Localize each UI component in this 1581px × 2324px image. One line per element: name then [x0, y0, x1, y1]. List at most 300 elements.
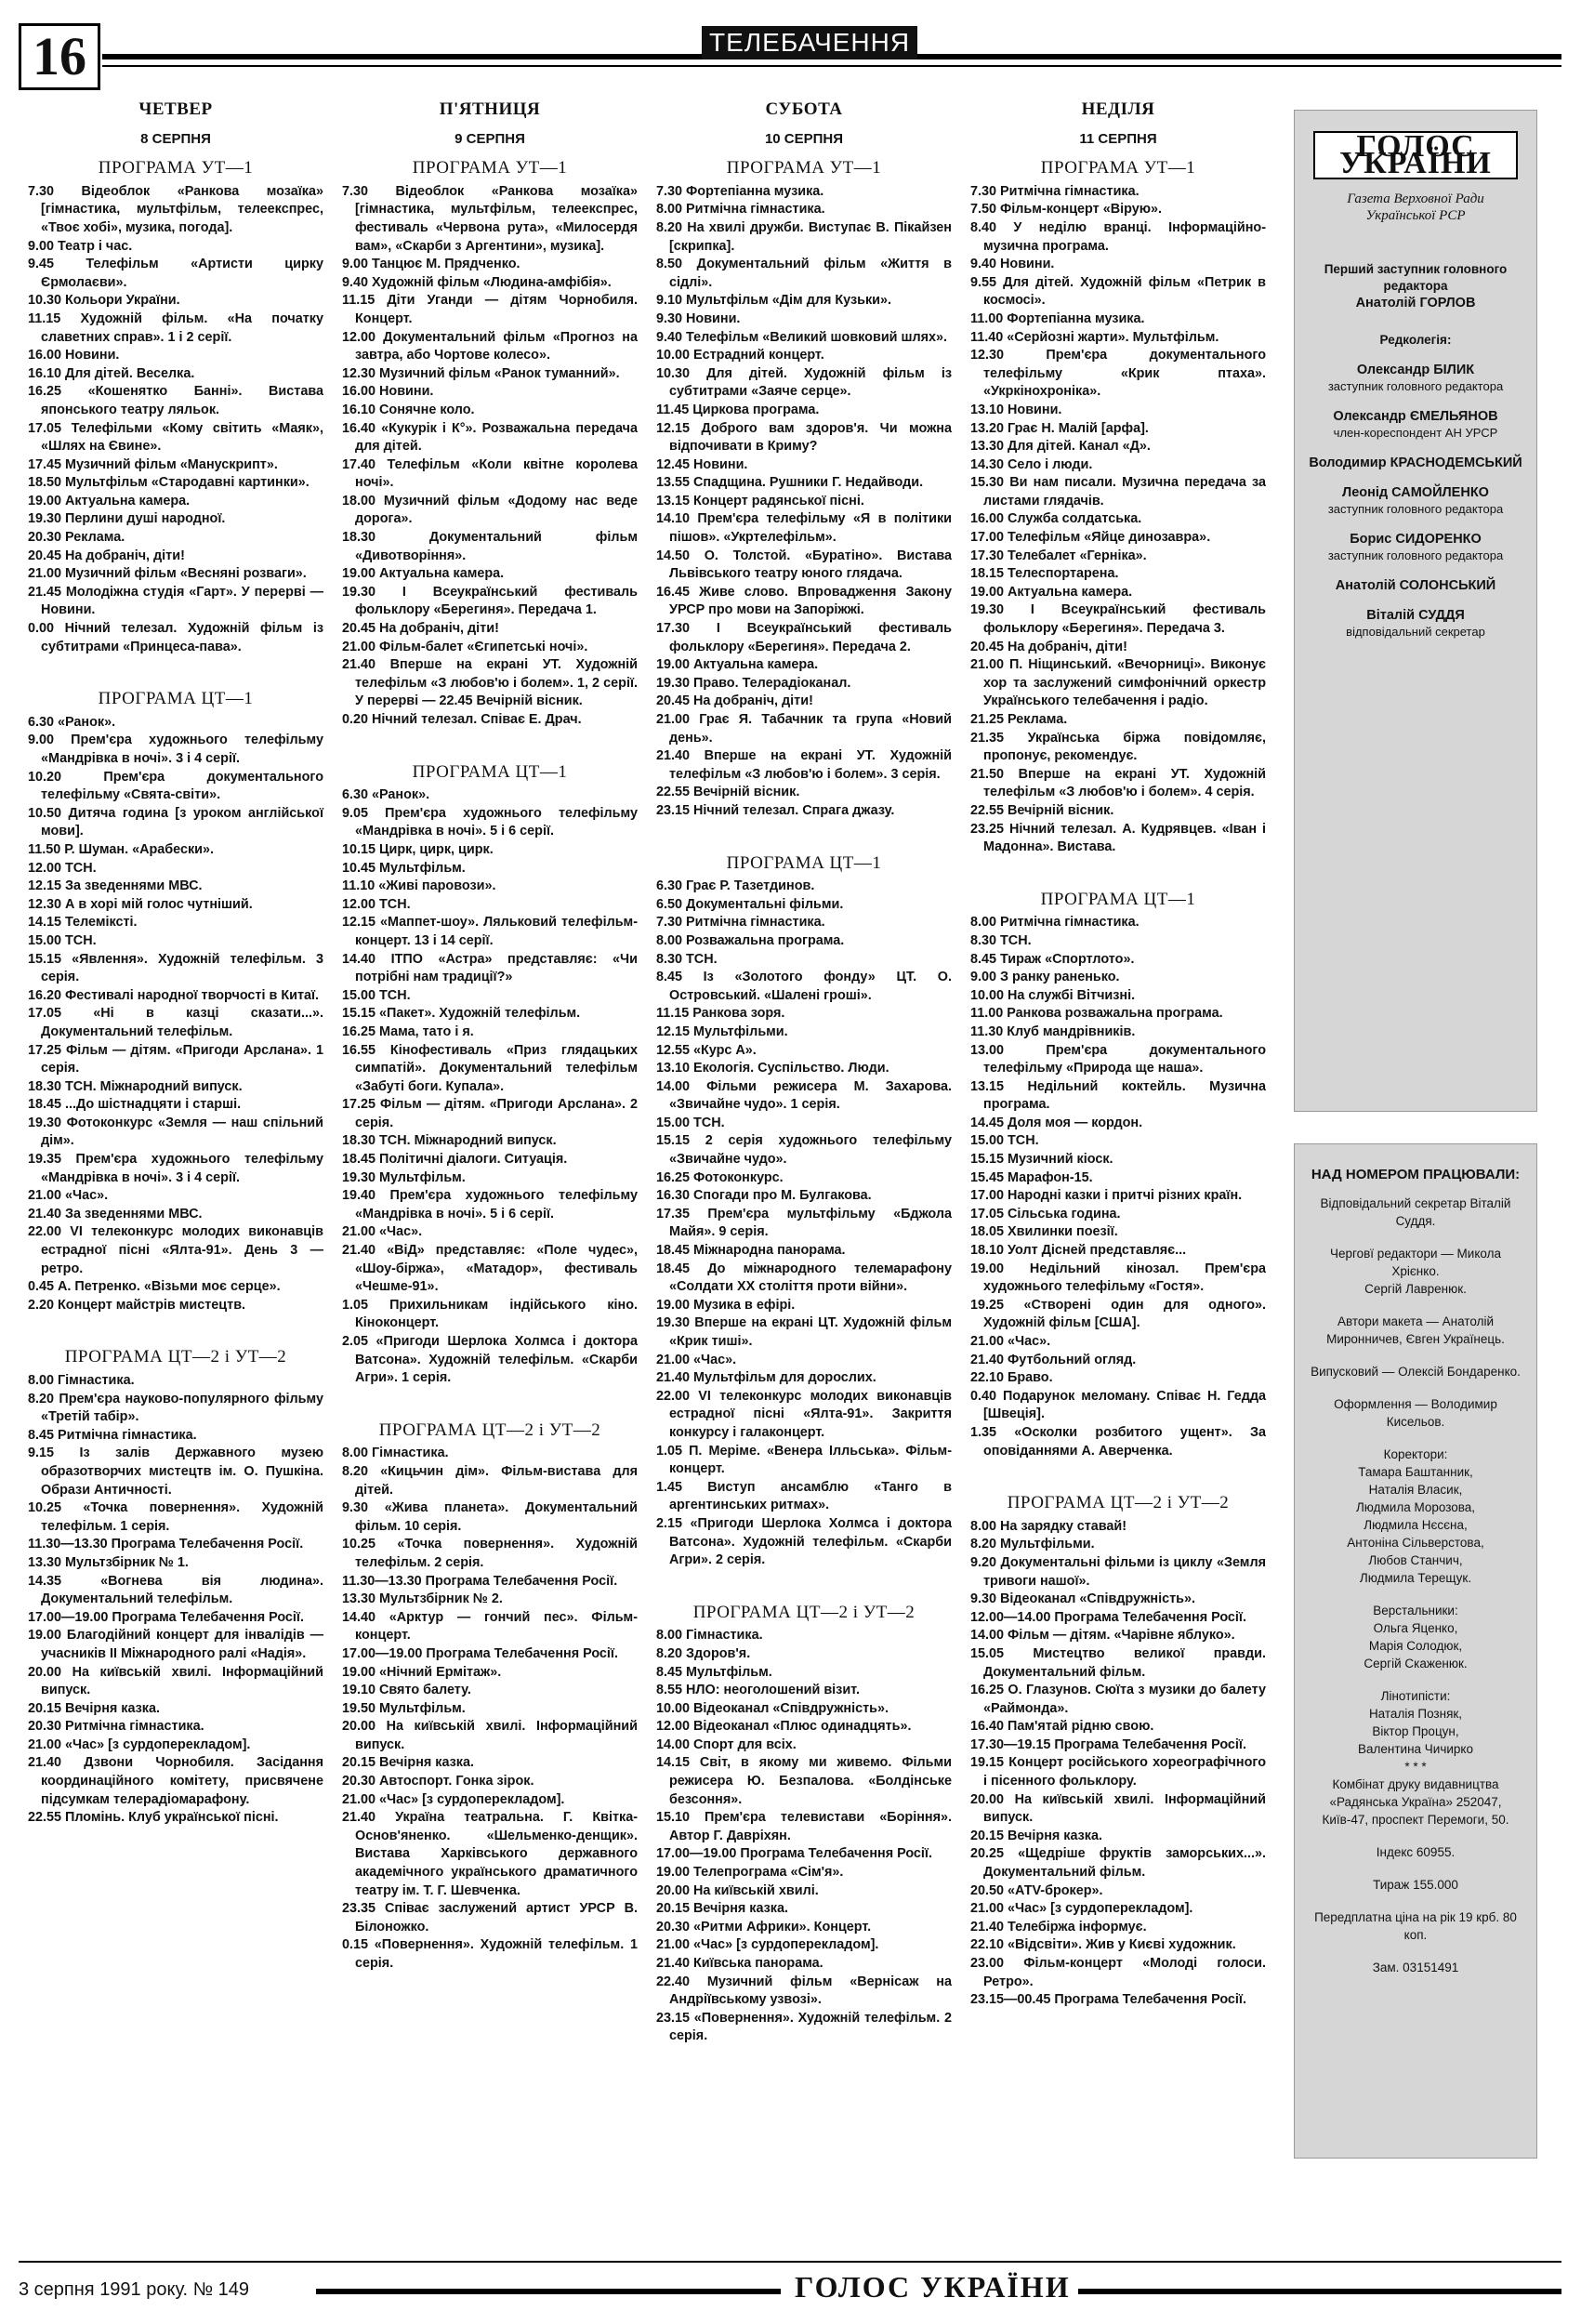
schedule-entry: 20.15 Вечірня казка. — [342, 1755, 475, 1771]
schedule-entry: 19.00 Недільний кінозал. Прем'єра художнього телефільму «Гостя». — [970, 1261, 1266, 1295]
schedule-entry: 11.30—13.30 Програма Телебачення Росії. — [342, 1573, 618, 1589]
schedule-entry: 18.15 Телеспортарена. — [970, 566, 1119, 582]
first-deputy-name: Анатолій ГОРЛОВ — [1355, 296, 1476, 310]
credits-line: Антоніна Сільверстова, — [1347, 1536, 1484, 1550]
schedule-entry: 13.15 Концерт радянської пісні. — [656, 493, 864, 508]
schedule-entry: 6.30 «Ранок». — [28, 714, 116, 730]
schedule-entry: 10.00 Відеоканал «Співдружність». — [656, 1700, 889, 1716]
schedule-entry: 17.00 Народні казки і притчі різних країн. — [970, 1188, 1243, 1204]
schedule-entry: 19.50 Мультфільм. — [342, 1700, 466, 1716]
credits-line: Людмила Терещук. — [1359, 1571, 1472, 1585]
schedule-entry: 10.20 Прем'єра документального телефільму «Свята-світи». — [28, 769, 323, 803]
schedule-entry: 8.00 Розважальна програма. — [656, 932, 845, 948]
schedule-entry: 20.15 Вечірня казка. — [970, 1828, 1103, 1843]
schedule-entry: 12.00 Відеоканал «Плюс одинадцять». — [656, 1719, 912, 1735]
schedule-entry: 18.30 Документальний фільм «Дивотворіння». — [342, 530, 638, 563]
program-heading: ПРОГРАМА УТ—1 — [98, 158, 254, 178]
schedule-entry: 20.00 На київській хвилі. Інформаційний випуск. — [970, 1791, 1266, 1826]
schedule-entry: 19.30 Право. Телерадіоканал. — [656, 675, 851, 691]
schedule-entry: 9.40 Новини. — [970, 257, 1055, 272]
credits-line: Валентина Чичирко — [1358, 1742, 1473, 1756]
schedule-entry: 8.00 Ритмічна гімнастика. — [656, 202, 825, 218]
schedule-entry: 19.15 Концерт російського хореографічного і пісенного фольклору. — [970, 1755, 1266, 1789]
schedule-entry: 11.30—13.30 Програма Телебачення Росії. — [28, 1537, 304, 1552]
schedule-entry: 21.00 Фільм-балет «Єгипетські ночі». — [342, 639, 588, 654]
schedule-entry: 19.30 Перлини душі народної. — [28, 511, 226, 527]
schedule-entry: 0.00 Нічний телезал. Художній фільм із субтитрами «Принцеса-пава». — [28, 621, 323, 654]
schedule-entry: 9.30 Новини. — [656, 310, 741, 326]
masthead-subtitle: Газета Верховної Ради Української РСР — [1347, 191, 1484, 223]
schedule-entry: 21.50 Вперше на екрані УТ. Художній телефільм «З любов'ю і болем». 4 серія. — [970, 766, 1266, 800]
schedule-entry: 23.00 Фільм-концерт «Молоді голоси. Ретро». — [970, 1956, 1266, 1989]
schedule-entry: 14.45 Доля моя — кордон. — [970, 1115, 1143, 1130]
schedule-entry: 0.20 Нічний телезал. Співає Е. Драч. — [342, 712, 582, 727]
schedule-entry: 21.00 «Час» [з сурдоперекладом]. — [342, 1791, 565, 1807]
schedule-entry: 21.25 Реклама. — [970, 712, 1068, 727]
credits-spacer — [1295, 1230, 1536, 1245]
schedule-entry: 12.00 Документальний фільм «Прогноз на завтра, або Чортове колесо». — [342, 329, 638, 363]
program-heading: ПРОГРАМА ЦТ—1 — [726, 852, 882, 873]
schedule-entry: 22.55 Пломінь. Клуб української пісні. — [28, 1810, 279, 1826]
day-date: 8 СЕРПНЯ — [140, 130, 211, 147]
schedule-entry: 23.25 Нічний телезал. А. Кудрявцев. «Іван і Мадонна». Вистава. — [970, 821, 1266, 855]
schedule-entry: 11.40 «Серйозні жарти». Мультфільм. — [970, 329, 1219, 345]
schedule-entry: 16.25 О. Глазунов. Сюїта з музики до балету «Раймонда». — [970, 1683, 1266, 1716]
schedule-entry: 14.10 Прем'єра телефільму «Я в політики пішов». «Укртелефільм». — [656, 511, 952, 546]
schedule-entry: 8.20 На хвилі дружби. Виступає В. Пікайзен [скрипка]. — [656, 219, 952, 254]
schedule-entry: 20.45 На добраніч, діти! — [970, 639, 1127, 654]
credits-line: Людмила Нєсєна, — [1364, 1518, 1468, 1532]
day-column — [970, 100, 1266, 2010]
schedule-entry: 17.35 Прем'єра мультфільму «Бджола Майя». 9 серія. — [656, 1206, 952, 1240]
schedule-entry: 21.45 Молодіжна студія «Гарт». У перерві — Новини. — [28, 584, 323, 618]
schedule-entry: 19.00 Телепрограма «Сім'я». — [656, 1865, 844, 1881]
schedule-entry: 9.00 Танцює М. Прядченко. — [342, 257, 520, 272]
schedule-entry: 14.00 Фільм — дітям. «Чарівне яблуко». — [970, 1628, 1235, 1644]
program-heading: ПРОГРАМА ЦТ—2 і УТ—2 — [64, 1347, 287, 1367]
block-gap — [656, 1570, 952, 1598]
schedule-entry: 15.15 «Пакет». Художній телефільм. — [342, 1006, 581, 1022]
schedule-entry: 10.45 Мультфільм. — [342, 860, 466, 876]
schedule-entry: 18.10 Уолт Дісней представляє... — [970, 1243, 1187, 1259]
credits-line: Зам. 03151491 — [1372, 1961, 1459, 1974]
schedule-entry: 11.00 Фортепіанна музика. — [970, 310, 1145, 326]
schedule-entry: 18.05 Хвилинки поезії. — [970, 1224, 1118, 1240]
schedule-entry: 15.00 ТСН. — [656, 1115, 725, 1130]
board-member-role: заступник головного редактора — [1327, 379, 1504, 393]
schedule-entry: 12.55 «Курс А». — [656, 1042, 757, 1058]
credits-spacer — [1295, 1587, 1536, 1602]
schedule-entry: 20.15 Вечірня казка. — [28, 1700, 161, 1716]
schedule-entry: 16.40 «Кукурік і К°». Розважальна передача для дітей. — [342, 420, 638, 455]
credits-spacer — [1295, 1298, 1536, 1313]
day-date: 9 СЕРПНЯ — [455, 130, 525, 147]
schedule-entry: 9.15 Із залів Державного музею образотворчих мистецтв ім. О. Пушкіна. Образи Античності. — [28, 1446, 323, 1498]
block-gap — [342, 1388, 638, 1416]
schedule-entry: 18.00 Музичний фільм «Додому нас веде дорога». — [342, 493, 638, 527]
credits-spacer — [1295, 1431, 1536, 1446]
schedule-entry: 19.00 Актуальна камера. — [970, 584, 1133, 600]
schedule-entry: 23.15 Нічний телезал. Спрага джазу. — [656, 802, 895, 818]
schedule-entry: 9.20 Документальні фільми із циклу «Земля тривоги нашої». — [970, 1554, 1266, 1589]
schedule-entry: 8.55 НЛО: неоголошений візит. — [656, 1683, 860, 1698]
board-member-name: Леонід САМОЙЛЕНКО — [1342, 485, 1489, 500]
schedule-entry: 11.00 Ранкова розважальна програма. — [970, 1006, 1223, 1022]
schedule-entry: 19.30 Мультфільм. — [342, 1169, 466, 1185]
schedule-entry: 16.45 Живе слово. Впровадження Закону УРСР про мови на Запоріжжі. — [656, 584, 952, 618]
schedule-entry: 22.55 Вечірній вісник. — [656, 785, 800, 800]
schedule-entry: 14.15 Телеміксті. — [28, 915, 138, 931]
schedule-entry: 19.30 Вперше на екрані ЦТ. Художній фільм «Крик тиші». — [656, 1315, 952, 1349]
credits-line: Людмила Морозова, — [1355, 1500, 1476, 1514]
schedule-entry: 17.00—19.00 Програма Телебачення Росії. — [656, 1846, 932, 1862]
credits-line: Автори макета — Анатолій Миронничев, Євген Українець. — [1326, 1314, 1505, 1346]
schedule-entry: 20.30 Реклама. — [28, 530, 125, 546]
board-member-name: Борис СИДОРЕНКО — [1350, 532, 1482, 547]
credits-line: Віктор Процун, — [1372, 1724, 1459, 1738]
schedule-entry: 9.30 Відеоканал «Співдружність». — [970, 1591, 1196, 1607]
board-member-role: заступник головного редактора — [1327, 548, 1504, 562]
schedule-entry: 9.10 Мультфільм «Дім для Кузьки». — [656, 293, 892, 309]
schedule-entry: 9.45 Телефільм «Артисти цирку Єрмолаєви». — [28, 257, 323, 290]
day-date: 11 СЕРПНЯ — [1079, 130, 1157, 147]
schedule-entry: 10.00 Естрадний концерт. — [656, 348, 824, 363]
schedule-entry: 20.00 На київській хвилі. Інформаційний випуск. — [342, 1719, 638, 1752]
schedule-entry: 19.10 Свято балету. — [342, 1683, 471, 1698]
schedule-entry: 0.15 «Повернення». Художній телефільм. 1 серія. — [342, 1937, 638, 1971]
schedule-entry: 9.00 З ранку раненько. — [970, 970, 1120, 985]
day-name: П'ЯТНИЦЯ — [439, 99, 541, 119]
schedule-entry: 1.05 Прихильникам індійського кіно. Кіноконцерт. — [342, 1297, 638, 1331]
schedule-entry: 8.50 Документальний фільм «Життя в сідлі». — [656, 257, 952, 290]
schedule-entry: 21.40 Вперше на екрані УТ. Художній телефільм «З любов'ю і болем». 1, 2 серії. У перерві — 22.45 Вечірній вісник. — [342, 657, 638, 709]
schedule-entry: 19.35 Прем'єра художнього телефільму «Мандрівка в ночі». 3 і 4 серії. — [28, 1152, 323, 1185]
schedule-entry: 7.50 Фільм-концерт «Вірую». — [970, 202, 1162, 218]
day-column — [656, 100, 952, 2046]
schedule-entry: 17.30 Телебалет «Герніка». — [970, 548, 1147, 563]
schedule-entry: 19.00 Актуальна камера. — [656, 657, 819, 673]
schedule-entry: 12.45 Новини. — [656, 456, 748, 472]
schedule-entry: 21.40 За зведеннями МВС. — [28, 1206, 203, 1221]
schedule-entry: 15.45 Марафон-15. — [970, 1169, 1093, 1185]
schedule-entry: 8.45 Мультфільм. — [656, 1664, 772, 1680]
schedule-entry: 11.15 Художній фільм. «На початку славетних справ». 1 і 2 серії. — [28, 310, 323, 345]
schedule-entry: 15.30 Ви нам писали. Музична передача за листами глядачів. — [970, 475, 1266, 508]
schedule-entry: 16.25 «Кошенятко Банні». Вистава японського театру ляльок. — [28, 384, 323, 417]
board-member-name: Володимир КРАСНОДЕМСЬКИЙ — [1309, 456, 1522, 470]
schedule-entry: 9.00 Театр і час. — [28, 238, 133, 254]
schedule-entry: 8.45 Із «Золотого фонду» ЦТ. О. Островський. «Шалені гроші». — [656, 970, 952, 1003]
schedule-entry: 6.30 Грає Р. Тазетдинов. — [656, 878, 815, 894]
schedule-entry: 7.30 Ритмічна гімнастика. — [656, 915, 825, 931]
schedule-entry: 17.30 I Всеукраїнський фестиваль фольклору «Берегиня». Передача 2. — [656, 621, 952, 654]
schedule-entry: 13.15 Недільний коктейль. Музична програма. — [970, 1078, 1266, 1113]
program-heading: ПРОГРАМА УТ—1 — [726, 158, 882, 178]
credits-spacer — [1295, 1380, 1536, 1395]
credits-spacer — [1295, 1829, 1536, 1843]
schedule-entry: 21.00 «Час». — [656, 1352, 737, 1367]
schedule-entry: 21.00 Грає Я. Табачник та група «Новий день». — [656, 712, 952, 746]
credits-line: Наталія Позняк, — [1368, 1707, 1463, 1721]
schedule-entry: 16.10 Для дітей. Веселка. — [28, 365, 195, 381]
schedule-entry: 20.25 «Щедріше фруктів заморських...». Документальний фільм. — [970, 1846, 1266, 1881]
schedule-entry: 20.30 Ритмічна гімнастика. — [28, 1719, 204, 1735]
schedule-entry: 11.50 Р. Шуман. «Арабески». — [28, 841, 215, 857]
schedule-entry: 14.15 Світ, в якому ми живемо. Фільми режисера Ю. Безпалова. «Болдінське безсоння». — [656, 1755, 952, 1807]
schedule-entry: 20.30 Автоспорт. Гонка зірок. — [342, 1774, 534, 1789]
program-heading: ПРОГРАМА ЦТ—2 і УТ—2 — [378, 1419, 601, 1440]
schedule-entry: 21.35 Українська біржа повідомляє, пропонує, рекомендує. — [970, 730, 1266, 764]
schedule-entry: 21.00 «Час» [з сурдоперекладом]. — [656, 1937, 879, 1953]
credits-list — [1295, 1195, 1536, 1976]
program-heading: ПРОГРАМА ЦТ—2 і УТ—2 — [692, 1602, 916, 1622]
credits-spacer — [1295, 1348, 1536, 1363]
schedule-entry: 14.40 ІТПО «Астра» представляє: «Чи потрібні нам традиції?» — [342, 951, 638, 985]
schedule-entry: 11.30 Клуб мандрівників. — [970, 1023, 1136, 1039]
schedule-entry: 22.55 Вечірній вісник. — [970, 802, 1114, 818]
schedule-entry: 9.05 Прем'єра художнього телефільму «Мандрівка в ночі». 5 і 6 серії. — [342, 805, 638, 839]
board-member-name: Олександр БІЛИК — [1356, 363, 1475, 377]
schedule-entry: 14.35 «Вогнева вія людина». Документальний телефільм. — [28, 1573, 323, 1607]
schedule-entry: 12.15 «Маппет-шоу». Ляльковий телефільм-концерт. 13 і 14 серії. — [342, 915, 638, 948]
schedule-entry: 18.45 До міжнародного телемарафону «Солдати XX століття проти війни». — [656, 1261, 952, 1295]
schedule-entry: 18.30 ТСН. Міжнародний випуск. — [342, 1133, 557, 1149]
newspaper-logo: ГОЛОС УКРАЇНИ — [1313, 131, 1518, 179]
schedule-entry: 14.40 «Арктур — гончий пес». Фільм-концерт. — [342, 1609, 638, 1644]
masthead-box — [1294, 110, 1537, 1112]
schedule-entry: 15.15 2 серія художнього телефільму «Звичайне чудо». — [656, 1133, 952, 1168]
schedule-entry: 17.05 Телефільми «Кому світить «Маяк», «Шлях на Євине». — [28, 420, 323, 455]
day-column — [28, 100, 323, 1828]
schedule-entry: 12.30 Прем'єра документального телефільму «Крик птаха». «Укркінохроніка». — [970, 348, 1266, 400]
board-member-name: Олександр ЄМЕЛЬЯНОВ — [1333, 409, 1498, 424]
program-heading: ПРОГРАМА ЦТ—1 — [412, 761, 568, 782]
schedule-entry: 17.45 Музичний фільм «Манускрипт». — [28, 456, 278, 472]
credits-spacer — [1295, 1861, 1536, 1876]
footer-rule-left — [316, 2289, 781, 2294]
schedule-entry: 8.20 Мультфільми. — [970, 1537, 1095, 1552]
schedule-entry: 18.30 ТСН. Міжнародний випуск. — [28, 1078, 243, 1094]
schedule-entry: 8.20 «Кицьчин дім». Фільм-вистава для дітей. — [342, 1463, 638, 1498]
schedule-entry: 8.45 Тираж «Спортлото». — [970, 951, 1135, 967]
schedule-entry: 12.30 Музичний фільм «Ранок туманний». — [342, 365, 620, 381]
schedule-entry: 16.25 Фотоконкурс. — [656, 1169, 784, 1185]
schedule-entry: 20.15 Вечірня казка. — [656, 1901, 789, 1917]
schedule-entry: 16.10 Сонячне коло. — [342, 402, 475, 417]
day-column — [342, 100, 638, 1974]
schedule-entry: 21.40 Київська панорама. — [656, 1956, 823, 1971]
block-gap — [342, 730, 638, 758]
schedule-entry: 14.00 Фільми режисера М. Захарова. «Звичайне чудо». 1 серія. — [656, 1078, 952, 1113]
schedule-entry: 20.45 На добраніч, діти! — [342, 621, 499, 637]
schedule-entry: 19.30 I Всеукраїнський фестиваль фольклору «Берегиня». Передача 1. — [342, 584, 638, 618]
schedule-entry: 10.30 Для дітей. Художній фільм із субтитрами «Заяче серце». — [656, 365, 952, 400]
schedule-entry: 14.50 О. Толстой. «Буратіно». Вистава Львівського театру юного глядача. — [656, 548, 952, 582]
credits-line: Випусковий — Олексій Бондаренко. — [1311, 1365, 1521, 1379]
credits-line: Марія Солодюк, — [1368, 1639, 1463, 1653]
schedule-entry: 1.45 Виступ ансамблю «Танго в аргентинських ритмах». — [656, 1479, 952, 1513]
schedule-entry: 6.50 Документальні фільми. — [656, 896, 844, 912]
schedule-entry: 21.00 П. Ніщинський. «Вечорниці». Виконує хор та заслужений симфонічний оркестр Українського телебачення і радіо. — [970, 657, 1266, 709]
issue-date: 3 серпня 1991 року. № 149 — [19, 2279, 249, 2300]
schedule-entry: 12.30 А в хорі мій голос чутніший. — [28, 896, 253, 912]
schedule-entry: 8.20 Здоров'я. — [656, 1645, 751, 1661]
schedule-entry: 14.30 Село і люди. — [970, 456, 1093, 472]
credits-spacer — [1295, 1944, 1536, 1959]
schedule-entry: 13.30 Мультзбірник № 2. — [342, 1591, 503, 1607]
schedule-entry: 15.15 «Явлення». Художній телефільм. 3 серія. — [28, 951, 323, 985]
schedule-entry: 18.45 Політичні діалоги. Ситуація. — [342, 1152, 568, 1168]
schedule-entry: 9.30 «Жива планета». Документальний фільм. 10 серія. — [342, 1500, 638, 1534]
schedule-entry: 8.00 Гімнастика. — [656, 1628, 763, 1644]
schedule-entry: 15.00 ТСН. — [342, 987, 411, 1003]
schedule-entry: 0.45 А. Петренко. «Візьми моє серце». — [28, 1279, 281, 1295]
schedule-entry: 23.35 Співає заслужений артист УРСР В. Білоножко. — [342, 1901, 638, 1934]
schedule-entry: 20.45 На добраніч, діти! — [28, 548, 185, 563]
block-gap — [970, 1460, 1266, 1488]
credits-line: Індекс 60955. — [1376, 1845, 1456, 1859]
schedule-entry: 9.00 Прем'єра художнього телефільму «Мандрівка в ночі». 3 і 4 серії. — [28, 733, 323, 766]
board-label: Редколегія: — [1379, 333, 1452, 347]
schedule-entry: 21.00 «Час» [з сурдоперекладом]. — [28, 1736, 251, 1752]
program-heading: ПРОГРАМА ЦТ—1 — [1040, 889, 1196, 909]
schedule-entry: 19.40 Прем'єра художнього телефільму «Мандрівка в ночі». 5 і 6 серії. — [342, 1188, 638, 1221]
first-deputy-role: Перший заступник головного редактора — [1324, 262, 1508, 293]
schedule-entry: 2.05 «Пригоди Шерлока Холмса і доктора Ватсона». Художній телефільм. «Скарби Агри». 1 серія. — [342, 1334, 638, 1386]
schedule-entry: 21.40 Мультфільм для дорослих. — [656, 1370, 876, 1386]
board-member-role: заступник головного редактора — [1327, 502, 1504, 516]
schedule-entry: 17.05 «Ні в казці сказати...». Документальний телефільм. — [28, 1006, 323, 1039]
credits-line: Лінотипісти: — [1380, 1689, 1451, 1703]
schedule-entry: 8.45 Ритмічна гімнастика. — [28, 1427, 197, 1443]
schedule-entry: 23.15—00.45 Програма Телебачення Росії. — [970, 1992, 1246, 2008]
schedule-entry: 21.40 «ВіД» представляє: «Поле чудес», «Шоу-біржа», «Матадор», фестиваль «Чешме-91». — [342, 1243, 638, 1295]
block-gap — [28, 1314, 323, 1342]
schedule-entry: 21.40 Україна театральна. Г. Квітка-Основ'яненко. «Шельменко-денщик». Вистава Харківського державного академічного українського драматичного театру ім. Т. Г. Шевченка. — [342, 1810, 638, 1898]
schedule-entry: 12.00 ТСН. — [342, 896, 411, 912]
schedule-entry: 7.30 Відеоблок «Ранкова мозаїка» [гімнастика, мультфільм, телеекспрес, фестиваль «Червона рута», «Милосердя вам», «Скарби з Аргентини», музика]. — [342, 183, 638, 254]
schedule-entry: 12.00 ТСН. — [28, 860, 97, 876]
credits-line: Оформлення — Володимир Кисельов. — [1334, 1397, 1497, 1429]
block-gap — [28, 656, 323, 684]
schedule-entry: 1.05 П. Меріме. «Венера Ілльська». Фільм-концерт. — [656, 1443, 952, 1477]
credits-line: Сергій Лавренюк. — [1364, 1282, 1467, 1296]
schedule-entry: 17.30—19.15 Програма Телебачення Росії. — [970, 1736, 1246, 1752]
footer-rule-right — [1078, 2289, 1561, 2294]
credits-line: Коректори: — [1383, 1447, 1448, 1461]
schedule-entry: 9.40 Телефільм «Великий шовковий шлях». — [656, 329, 948, 345]
schedule-entry: 12.00—14.00 Програма Телебачення Росії. — [970, 1609, 1246, 1625]
schedule-entry: 21.40 Футбольний огляд. — [970, 1352, 1137, 1367]
schedule-entry: 10.25 «Точка повернення». Художній телефільм. 1 серія. — [28, 1500, 323, 1534]
schedule-entry: 1.35 «Осколки розбитого ущент». За оповіданнями А. Аверченка. — [970, 1424, 1266, 1459]
credits-line: Тамара Баштанник, — [1358, 1465, 1473, 1479]
schedule-entry: 21.00 «Час». — [342, 1224, 423, 1240]
schedule-entry: 10.15 Цирк, цирк, цирк. — [342, 841, 494, 857]
schedule-entry: 7.30 Відеоблок «Ранкова мозаїка» [гімнастика, мультфільм, телеекспрес, «Твоє хобі», музика, погода]. — [28, 183, 323, 235]
page-number: 16 — [19, 23, 100, 90]
board-member-name: Анатолій СОЛОНСЬКИЙ — [1335, 578, 1496, 593]
program-heading: ПРОГРАМА ЦТ—1 — [98, 689, 254, 709]
schedule-entry: 22.40 Музичний фільм «Вернісаж на Андріївському узвозі». — [656, 1974, 952, 2008]
day-name: ЧЕТВЕР — [138, 99, 213, 119]
schedule-entry: 2.15 «Пригоди Шерлока Холмса і доктора Ватсона». Художній телефільм. «Скарби Агри». 2 серія. — [656, 1515, 952, 1568]
schedule-entry: 19.00 Музика в ефірі. — [656, 1297, 796, 1313]
schedule-entry: 18.45 Міжнародна панорама. — [656, 1243, 846, 1259]
credits-line: Любов Станчич, — [1368, 1553, 1463, 1567]
schedule-entry: 8.30 ТСН. — [970, 932, 1032, 948]
schedule-entry: 19.00 Актуальна камера. — [342, 566, 505, 582]
schedule-entry: 16.00 Новини. — [342, 384, 434, 400]
credits-box — [1294, 1143, 1537, 2159]
schedule-entry: 11.45 Циркова програма. — [656, 402, 820, 417]
board-member-role: член-кореспондент АН УРСР — [1333, 426, 1498, 440]
header-rule-thin — [102, 65, 1561, 67]
schedule-entry: 21.40 Телебіржа інформує. — [970, 1919, 1147, 1934]
schedule-entry: 10.30 Кольори України. — [28, 293, 180, 309]
credits-line: Верстальники: — [1373, 1604, 1458, 1618]
schedule-entry: 0.40 Подарунок меломану. Співає Н. Гедда [Швеція]. — [970, 1388, 1266, 1422]
schedule-entry: 15.15 Музичний кіоск. — [970, 1152, 1113, 1168]
schedule-entry: 9.40 Художній фільм «Людина-амфібія». — [342, 274, 612, 290]
schedule-entry: 17.25 Фільм — дітям. «Пригоди Арслана». 1 серія. — [28, 1042, 323, 1076]
schedule-entry: 7.30 Фортепіанна музика. — [656, 183, 824, 199]
schedule-entry: 12.15 Доброго вам здоров'я. Чи можна відпочивати в Криму? — [656, 420, 952, 455]
footer-rule — [19, 2261, 1561, 2263]
schedule-entry: 2.20 Концерт майстрів мистецтв. — [28, 1297, 246, 1313]
credits-line: Ольга Яценко, — [1373, 1621, 1458, 1635]
schedule-entry: 16.00 Новини. — [28, 348, 120, 363]
schedule-entry: 16.55 Кінофестиваль «Приз глядацьких симпатій». Документальний телефільм «Забуті боги. Купала». — [342, 1042, 638, 1094]
schedule-entry: 9.55 Для дітей. Художній фільм «Петрик в космосі». — [970, 274, 1266, 309]
schedule-entry: 17.40 Телефільм «Коли квітне королева ночі». — [342, 456, 638, 491]
program-heading: ПРОГРАМА УТ—1 — [1040, 158, 1196, 178]
schedule-entry: 13.55 Спадщина. Рушники Г. Недайводи. — [656, 475, 924, 491]
schedule-entry: 16.25 Мама, тато і я. — [342, 1023, 474, 1039]
schedule-entry: 18.50 Мультфільм «Стародавні картинки». — [28, 475, 310, 491]
schedule-entry: 15.10 Прем'єра телевистави «Боріння». Автор Г. Давріхян. — [656, 1810, 952, 1843]
schedule-entry: 17.00—19.00 Програма Телебачення Росії. — [342, 1645, 618, 1661]
credits-line: Сергій Скаженюк. — [1364, 1657, 1468, 1670]
schedule-entry: 11.15 Ранкова зоря. — [656, 1006, 785, 1022]
schedule-entry: 19.00 Благодійний концерт для інвалідів — учасників II Міжнародного ралі «Надія». — [28, 1628, 323, 1661]
day-name: НЕДІЛЯ — [1081, 99, 1155, 119]
schedule-entry: 20.00 На київській хвилі. Інформаційний випуск. — [28, 1664, 323, 1698]
block-gap — [970, 857, 1266, 885]
schedule-entry: 13.00 Прем'єра документального телефільму «Природа ще наша». — [970, 1042, 1266, 1076]
schedule-entry: 22.10 «Відсвіти». Жив у Києві художник. — [970, 1937, 1236, 1953]
footer-logo: ГОЛОС УКРАЇНИ — [795, 2270, 1071, 2304]
schedule-entry: 8.00 Гімнастика. — [28, 1373, 135, 1388]
schedule-entry: 21.40 Вперше на екрані УТ. Художній телефільм «З любов'ю і болем». 3 серія. — [656, 748, 952, 782]
schedule-entry: 19.25 «Створені один для одного». Художній фільм [США]. — [970, 1297, 1266, 1331]
schedule-entry: 21.40 Дзвони Чорнобиля. Засідання координаційного комітету, присвячене підсумкам телерадіомарафону. — [28, 1755, 323, 1807]
board-member-name: Віталій СУДДЯ — [1366, 608, 1465, 623]
schedule-entry: 15.00 ТСН. — [970, 1133, 1039, 1149]
schedule-entry: 21.00 «Час» [з сурдоперекладом]. — [970, 1901, 1193, 1917]
schedule-entry: 12.15 Мультфільми. — [656, 1023, 788, 1039]
schedule-entry: 20.00 На київській хвилі. — [656, 1882, 819, 1898]
schedule-entry: 11.10 «Живі паровози». — [342, 878, 496, 894]
schedule-entry: 20.50 «АТV-брокер». — [970, 1882, 1103, 1898]
program-heading: ПРОГРАМА ЦТ—2 і УТ—2 — [1007, 1493, 1230, 1513]
schedule-entry: 8.20 Прем'єра науково-популярного фільму «Третій табір». — [28, 1391, 323, 1425]
schedule-entry: 13.10 Екологія. Суспільство. Люди. — [656, 1061, 889, 1076]
schedule-entry: 13.10 Новини. — [970, 402, 1062, 417]
schedule-entry: 8.00 Ритмічна гімнастика. — [970, 915, 1140, 931]
schedule-entry: 15.05 Мистецтво великої правди. Документальний фільм. — [970, 1645, 1266, 1680]
schedule-entry: 15.00 ТСН. — [28, 932, 97, 948]
